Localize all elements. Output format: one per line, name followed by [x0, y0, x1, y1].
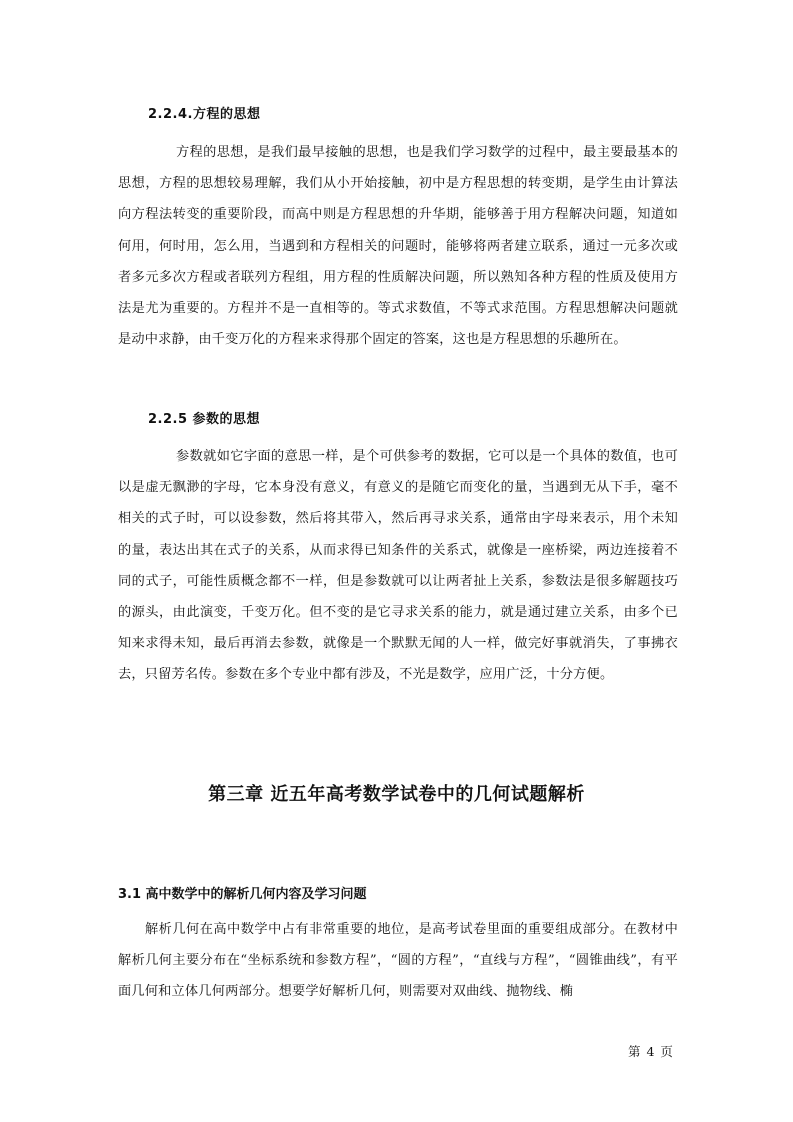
- section-heading-2-2-5: 2.2.5 参数的思想: [148, 412, 261, 427]
- section-heading-3-1: 3.1 高中数学中的解析几何内容及学习问题: [118, 887, 367, 902]
- section-heading-2-2-4: 2.2.4.方程的思想: [148, 107, 261, 122]
- paragraph-parameter-thinking: 参数就如它字面的意思一样，是个可供参考的数据，它可以是一个具体的数值，也可以是虚无飘渺的字母，它本身没有意义，有意义的是随它而变化的量，当遇到无从下手，毫不相关的式子时，可以设参数，然后将其带入，然后再寻求关系，通常由字母来表示，用个未知的量，表达出其在式子的关系，从而求得已知条件的关系式，就像是一座桥梁，两边连接着不同的式子，可能性质概念都不一样，但是参数就可以让两者扯上关系，参数法是很多解题技巧的源头，由此演变，千变万化。但不变的是它寻求关系的能力，就是通过建立关系，由多个已知来求得未知，最后再消去参数，就像是一个默默无闻的人一样，做完好事就消失，了事拂衣去，只留芳名传。参数在多个专业中都有涉及，不光是数学，应用广泛，十分方便。: [118, 449, 678, 683]
- paragraph-equation-thinking: 方程的思想，是我们最早接触的思想，也是我们学习数学的过程中，最主要最基本的思想，方程的思想较易理解，我们从小开始接触，初中是方程思想的转变期，是学生由计算法向方程法转变的重要阶段，而高中则是方程思想的升华期，能够善于用方程解决问题，知道如何用，何时用，怎么用，当遇到和方程相关的问题时，能够将两者建立联系，通过一元多次或者多元多次方程或者联列方程组，用方程的性质解决问题，所以熟知各种方程的性质及使用方法是尤为重要的。方程并不是一直相等的。等式求数值，不等式求范围。方程思想解决问题就是动中求静，由千变万化的方程来求得那个固定的答案，这也是方程思想的乐趣所在。: [118, 145, 678, 348]
- chapter-title: 第三章 近五年高考数学试卷中的几何试题解析: [208, 784, 585, 805]
- paragraph-analytic-geometry: 解析几何在高中数学中占有非常重要的地位，是高考试卷里面的重要组成部分。在教材中解析几何主要分布在“坐标系统和参数方程”，“圆的方程”，“直线与方程”，“圆锥曲线”，有平面几何和立体几何两部分。想要学好解析几何，则需要对双曲线、抛物线、椭: [118, 922, 678, 1000]
- page-number: 第 4 页: [628, 1044, 674, 1059]
